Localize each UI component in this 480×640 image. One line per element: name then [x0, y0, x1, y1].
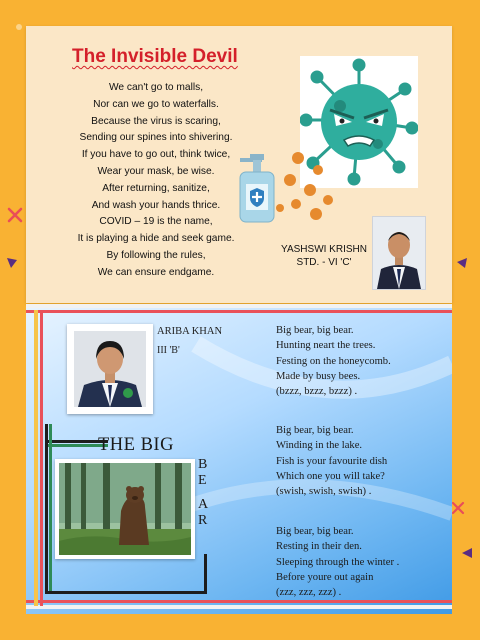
author-name: YASHSWI KRISHN	[281, 244, 367, 255]
poem-line: And wash your hands thrice.	[91, 199, 221, 211]
poem-line: Sending our spines into shivering.	[79, 132, 233, 144]
poem-line: We can ensure endgame.	[97, 266, 215, 278]
poem-card-bottom	[26, 304, 452, 614]
stanza-line: (bzzz, bzzz, bzzz) .	[276, 386, 358, 398]
germ-icon	[276, 152, 333, 220]
poem-line: We can't go to malls,	[108, 82, 204, 93]
triangle-decor-icon	[455, 256, 469, 270]
triangle-decor-icon	[5, 256, 19, 270]
author-class: STD. - VI 'C'	[296, 256, 352, 268]
poem-line: It is playing a hide and seek game.	[77, 233, 235, 245]
poem-line: COVID – 19 is the name,	[99, 216, 213, 228]
stanza-line: Big bear, big bear.	[276, 425, 354, 436]
cross-decor-icon	[6, 206, 24, 224]
poem-line: If you have to go out, think twice,	[81, 149, 231, 161]
triangle-decor-icon	[460, 546, 474, 560]
stanza-1	[276, 323, 391, 399]
stanza-2	[276, 423, 387, 499]
stanza-line: Winding in the lake.	[276, 440, 363, 452]
bear-title-letter: B	[198, 457, 208, 472]
boy-portrait	[373, 217, 425, 289]
stanza-line: Big bear, big bear.	[276, 325, 354, 336]
bear-poem-title: THE BIG	[98, 435, 174, 455]
sanitizer-illustration	[226, 148, 338, 228]
bear-image	[59, 463, 191, 555]
stanza-line: Big bear, big bear.	[276, 526, 354, 537]
stanza-line: Before youre out again	[276, 571, 374, 583]
dot-decor	[14, 22, 24, 32]
bear-title-letter: A	[198, 497, 209, 512]
author-photo	[372, 216, 426, 290]
poem-line: After returning, sanitize,	[102, 182, 210, 194]
stanza-line: Fish is your favourite dish	[276, 455, 388, 467]
stanza-line: (zzz, zzz, zzz) .	[276, 587, 342, 599]
stanza-line: Festing on the honeycomb.	[276, 355, 391, 367]
student-name: ARIBA KHAN	[157, 326, 223, 337]
stanza-line: Sleeping through the winter .	[276, 556, 400, 568]
stanza-line: Made by busy bees.	[276, 370, 361, 382]
sanitizer-icon	[226, 148, 338, 228]
student-class: III 'B'	[157, 345, 180, 356]
cross-decor-icon	[450, 500, 466, 516]
poem-title: The Invisible Devil	[72, 46, 238, 67]
stanza-line: (swish, swish, swish) .	[276, 486, 372, 498]
stanza-3	[276, 524, 399, 600]
girl-portrait	[74, 331, 146, 407]
bear-title-letter: E	[198, 473, 207, 488]
poem-line: Because the virus is scaring,	[91, 115, 221, 127]
student-photo	[74, 331, 146, 407]
bear-title-letter: R	[198, 513, 208, 528]
poem-line: Nor can we go to waterfalls.	[93, 98, 219, 110]
author-caption	[270, 244, 378, 269]
stanza-line: Resting in their den.	[276, 541, 362, 553]
poem-line: By following the rules,	[106, 249, 206, 261]
bear-photo	[59, 463, 191, 555]
stanza-line: Hunting neart the trees.	[276, 340, 376, 352]
stanza-line: Which one you will take?	[276, 470, 385, 482]
poem-line: Wear your mask, be wise.	[97, 165, 215, 177]
